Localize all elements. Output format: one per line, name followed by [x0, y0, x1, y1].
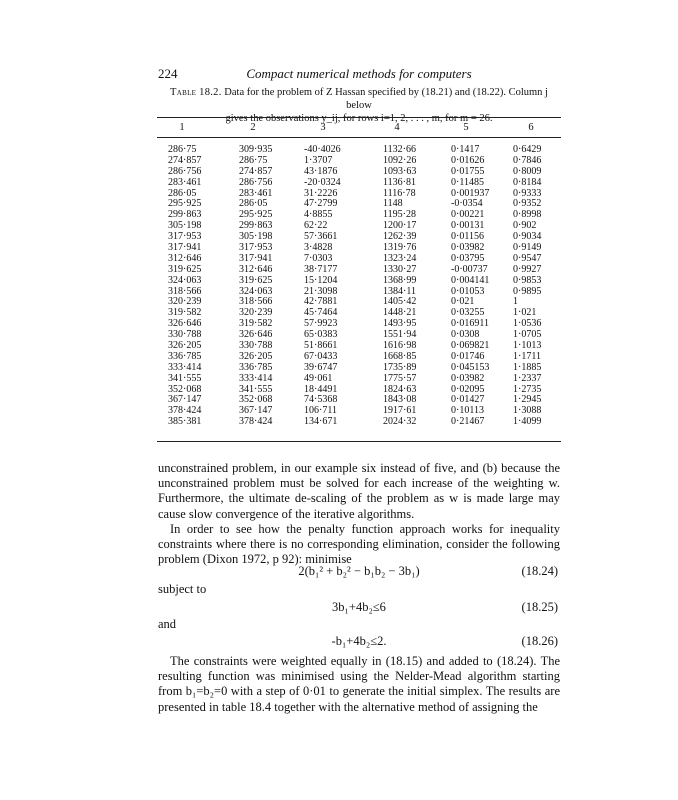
- table-cell: 0·902: [513, 220, 537, 232]
- table-cell: 21·3098: [304, 285, 338, 297]
- table-cell: 1·2735: [513, 383, 542, 395]
- table-cell: 317·953: [239, 242, 273, 254]
- table-cell: 0·11485: [451, 176, 484, 188]
- table-cell: 0·00131: [451, 220, 485, 232]
- table-cell: 1·1885: [513, 361, 542, 373]
- table-cell: 0·016911: [451, 318, 489, 330]
- table-cell: 1·021: [513, 307, 537, 319]
- table-cell: 0·9547: [513, 252, 542, 264]
- table-cell: 319·625: [168, 263, 202, 275]
- table-row: [157, 341, 561, 352]
- table-cell: 0·6429: [513, 144, 542, 155]
- table-cell: 1551·94: [383, 329, 417, 341]
- table-row: [157, 406, 561, 417]
- paragraph-2: In order to see how the penalty function approach works for inequality constraints where there is no corresponding elimination, consider the following problem (Dixon 1972, p 92): minimise: [158, 522, 560, 567]
- table-row: [157, 243, 561, 254]
- table-cell: 0·9352: [513, 198, 542, 210]
- table-cell: 286·75: [239, 154, 268, 166]
- table-row: [157, 385, 561, 396]
- table-body: [157, 145, 561, 428]
- table-cell: 1·2337: [513, 372, 542, 384]
- caption-line-1: [158, 86, 560, 112]
- table-cell: 1·3088: [513, 405, 542, 417]
- table-cell: 0·1417: [451, 144, 480, 155]
- table-cell: 1: [513, 296, 518, 308]
- table-cell: 106·711: [304, 405, 337, 417]
- table-cell: 317·941: [168, 242, 202, 254]
- table-cell: 67·0433: [304, 350, 338, 362]
- table-cell: 1195·28: [383, 209, 416, 221]
- table-row: [157, 221, 561, 232]
- table-cell: 0·01427: [451, 394, 485, 406]
- equation-18-26: [158, 634, 560, 650]
- table-cell: 0·001937: [451, 187, 490, 199]
- table-row: [157, 319, 561, 330]
- table-cell: 283·461: [168, 176, 202, 188]
- table-cell: 42·7881: [304, 296, 338, 308]
- table-cell: 330·788: [168, 329, 202, 341]
- paragraph-3-block: [158, 654, 560, 715]
- and-label: and: [158, 617, 177, 631]
- table-cell: 1132·66: [383, 144, 416, 155]
- table-cell: 0·9927: [513, 263, 542, 275]
- table-cell: 57·3661: [304, 231, 338, 243]
- table-cell: 0·01746: [451, 350, 485, 362]
- table-cell: 352·068: [239, 394, 273, 406]
- table-cell: 274·857: [239, 165, 273, 177]
- table-cell: 299·863: [168, 209, 202, 221]
- table-cell: 1405·42: [383, 296, 417, 308]
- table-cell: 0·9333: [513, 187, 542, 199]
- table-row: [157, 232, 561, 243]
- table-row: [157, 374, 561, 385]
- table-cell: 1448·21: [383, 307, 417, 319]
- table-bottom-rule: [157, 441, 561, 442]
- table-cell: 0·9853: [513, 274, 542, 286]
- table-column-headers: [157, 122, 561, 135]
- table-row: [157, 395, 561, 406]
- table-cell: 45·7464: [304, 307, 338, 319]
- table-cell: 1735·89: [383, 361, 417, 373]
- equation-18-25: [158, 600, 560, 616]
- table-cell: 1493·95: [383, 318, 417, 330]
- table-cell: 330·788: [239, 340, 273, 352]
- table-cell: 0·01755: [451, 165, 485, 177]
- table-cell: 319·625: [239, 274, 273, 286]
- table-row: [157, 276, 561, 287]
- equation-18-24: [158, 564, 560, 580]
- table-cell: 1668·85: [383, 350, 417, 362]
- table-row: [157, 199, 561, 210]
- table-row: [157, 178, 561, 189]
- table-cell: 1330·27: [383, 263, 417, 275]
- table-cell: 352·068: [168, 383, 202, 395]
- table-cell: 57·9923: [304, 318, 338, 330]
- table-cell: 317·941: [239, 252, 273, 264]
- table-cell: 305·198: [239, 231, 273, 243]
- table-row: [157, 189, 561, 200]
- table-cell: 378·424: [239, 416, 273, 428]
- table-cell: 317·953: [168, 231, 202, 243]
- table-cell: 385·381: [168, 416, 202, 428]
- table-cell: 1·1711: [513, 350, 541, 362]
- table-cell: 39·6747: [304, 361, 338, 373]
- table-row: [157, 417, 561, 428]
- table-cell: 1136·81: [383, 176, 416, 188]
- table-cell: 0·01053: [451, 285, 485, 297]
- table-cell: 1·1013: [513, 340, 542, 352]
- table-cell: 286·756: [168, 165, 202, 177]
- paragraph-3: The constraints were weighted equally in (18.15) and added to (18.24). The resulting function was minimised using the Nelder-Mead algorithm starting from b₁=b₂=0 with a step of 0·01 to generate the initial simplex. The results are presented in table 18.4 together with the alternative method of assigning the: [158, 654, 560, 714]
- table-cell: -0·0354: [451, 198, 483, 210]
- table-cell: 341·555: [239, 383, 273, 395]
- table-cell: 326·646: [239, 329, 273, 341]
- table-cell: 309·935: [239, 144, 273, 155]
- column-header: 3: [320, 122, 326, 133]
- table-cell: 0·01626: [451, 154, 485, 166]
- table-cell: 0·021: [451, 296, 475, 308]
- table-cell: 1200·17: [383, 220, 417, 232]
- table-row: [157, 254, 561, 265]
- table-cell: 2024·32: [383, 416, 417, 428]
- table-cell: 0·21467: [451, 416, 485, 428]
- equation-number: (18.24): [521, 564, 558, 578]
- table-cell: 1·2945: [513, 394, 542, 406]
- table-cell: 1092·26: [383, 154, 417, 166]
- table-caption: [158, 86, 560, 125]
- table-cell: 1319·76: [383, 242, 417, 254]
- table-cell: 1·0705: [513, 329, 542, 341]
- table-cell: 367·147: [239, 405, 273, 417]
- table-cell: 1775·57: [383, 372, 417, 384]
- table-cell: 0·02095: [451, 383, 485, 395]
- paragraph-1: unconstrained problem, in our example six instead of five, and (b) because the unconstrained problem must be solved for each increase of the weighting w. Furthermore, the ultimate de-scaling of the problem as w is made large may cause slow convergence of the iterative algorithms.: [158, 461, 560, 521]
- table-cell: 1093·63: [383, 165, 417, 177]
- table-header-rule: [157, 137, 561, 138]
- table-row: [157, 210, 561, 221]
- table-cell: 47·2799: [304, 198, 338, 210]
- table-cell: 74·5368: [304, 394, 338, 406]
- table-cell: 1148: [383, 198, 403, 210]
- table-cell: 1·0536: [513, 318, 542, 330]
- table-cell: 320·239: [239, 307, 273, 319]
- table-cell: 0·8009: [513, 165, 542, 177]
- page-number: 224: [158, 66, 178, 81]
- table-cell: 326·205: [239, 350, 273, 362]
- table-cell: 283·461: [239, 187, 273, 199]
- table-cell: 1323·24: [383, 252, 417, 264]
- table-row: [157, 265, 561, 276]
- table-cell: 0·03982: [451, 372, 485, 384]
- table-cell: -20·0324: [304, 176, 341, 188]
- table-cell: 1616·98: [383, 340, 417, 352]
- table-cell: 324·063: [168, 274, 202, 286]
- table-cell: 38·7177: [304, 263, 338, 275]
- column-header: 5: [463, 122, 469, 133]
- table-cell: 43·1876: [304, 165, 338, 177]
- table-cell: 3·4828: [304, 242, 333, 254]
- table-cell: 0·10113: [451, 405, 484, 417]
- table-cell: 1384·11: [383, 285, 416, 297]
- table-cell: 31·2226: [304, 187, 338, 199]
- equation-expression: 3b₁+4b₂≤6: [332, 600, 386, 614]
- table-cell: 1368·99: [383, 274, 417, 286]
- table-cell: 295·925: [168, 198, 202, 210]
- equation-expression: -b₁+4b₂≤2.: [331, 634, 387, 648]
- table-cell: 0·045153: [451, 361, 490, 373]
- table-cell: 326·646: [168, 318, 202, 330]
- table-cell: 1843·08: [383, 394, 417, 406]
- table-cell: 65·0383: [304, 329, 338, 341]
- table-cell: 0·03255: [451, 307, 485, 319]
- table-cell: 286·05: [239, 198, 268, 210]
- table-label: Table 18.2.: [170, 87, 222, 98]
- table-cell: 49·061: [304, 372, 333, 384]
- table-cell: -0·00737: [451, 263, 488, 275]
- table-cell: 341·555: [168, 372, 202, 384]
- table-cell: 1917·61: [383, 405, 417, 417]
- subject-to-label: subject to: [158, 582, 207, 596]
- table-cell: 333·414: [168, 361, 202, 373]
- table-cell: 62·22: [304, 220, 328, 232]
- column-header: 6: [528, 122, 534, 133]
- table-top-rule: [157, 117, 561, 118]
- table-row: [157, 330, 561, 341]
- equation-number: (18.26): [521, 634, 558, 648]
- table-cell: 336·785: [168, 350, 202, 362]
- table-cell: 326·205: [168, 340, 202, 352]
- table-cell: 1116·78: [383, 187, 416, 199]
- table-cell: 295·925: [239, 209, 273, 221]
- table-cell: 134·671: [304, 416, 338, 428]
- table-cell: 0·0308: [451, 329, 480, 341]
- table-cell: 324·063: [239, 285, 273, 297]
- table-cell: 0·9034: [513, 231, 542, 243]
- table-cell: 7·0303: [304, 252, 333, 264]
- table-row: [157, 145, 561, 156]
- table-row: [157, 287, 561, 298]
- table-cell: 0·01156: [451, 231, 484, 243]
- column-header: 1: [179, 122, 185, 133]
- paragraph-1-block: [158, 461, 560, 522]
- table-cell: 286·05: [168, 187, 197, 199]
- table-cell: 318·566: [239, 296, 273, 308]
- table-cell: 312·646: [239, 263, 273, 275]
- table-cell: 0·069821: [451, 340, 490, 352]
- table-cell: 0·9149: [513, 242, 542, 254]
- table-cell: 336·785: [239, 361, 273, 373]
- table-cell: 286·756: [239, 176, 273, 188]
- page-header: [158, 66, 560, 82]
- table-cell: 0·9895: [513, 285, 542, 297]
- table-cell: 333·414: [239, 372, 273, 384]
- table-cell: 51·8661: [304, 340, 338, 352]
- table-cell: 0·004141: [451, 274, 490, 286]
- table-row: [157, 297, 561, 308]
- table-row: [157, 156, 561, 167]
- table-cell: 299·863: [239, 220, 273, 232]
- table-cell: 0·00221: [451, 209, 485, 221]
- table-row: [157, 352, 561, 363]
- table-cell: 1·3707: [304, 154, 333, 166]
- column-header: 4: [394, 122, 400, 133]
- table-cell: 305·198: [168, 220, 202, 232]
- caption-line-2: gives the observations y_ij, for rows i=1, 2, . . . , m, for m = 26.: [225, 113, 493, 124]
- table-cell: 274·857: [168, 154, 202, 166]
- table-cell: 0·7846: [513, 154, 542, 166]
- table-cell: 319·582: [168, 307, 202, 319]
- table-cell: 0·8184: [513, 176, 542, 188]
- table-cell: 0·03795: [451, 252, 485, 264]
- table-cell: 0·03982: [451, 242, 485, 254]
- table-row: [157, 167, 561, 178]
- table-cell: 312·646: [168, 252, 202, 264]
- table-cell: 319·582: [239, 318, 273, 330]
- paragraph-2-block: [158, 522, 560, 568]
- table-cell: 318·566: [168, 285, 202, 297]
- running-title: Compact numerical methods for computers: [246, 66, 472, 81]
- table-cell: 378·424: [168, 405, 202, 417]
- table-row: [157, 308, 561, 319]
- table-cell: 320·239: [168, 296, 202, 308]
- caption-text-1: Data for the problem of Z Hassan specified by (18.21) and (18.22). Column j below: [224, 87, 548, 111]
- table-cell: 15·1204: [304, 274, 338, 286]
- table-cell: 1262·39: [383, 231, 417, 243]
- table-row: [157, 363, 561, 374]
- table-cell: 1824·63: [383, 383, 417, 395]
- equation-number: (18.25): [521, 600, 558, 614]
- table-cell: 286·75: [168, 144, 197, 155]
- table-cell: 18·4491: [304, 383, 338, 395]
- table-cell: 1·4099: [513, 416, 542, 428]
- table-cell: 367·147: [168, 394, 202, 406]
- column-header: 2: [250, 122, 256, 133]
- equation-expression: 2(b₁² + b₂² − b₁b₂ − 3b₁): [298, 564, 420, 578]
- table-cell: 4·8855: [304, 209, 333, 221]
- table-cell: 0·8998: [513, 209, 542, 221]
- table-cell: -40·4026: [304, 144, 341, 155]
